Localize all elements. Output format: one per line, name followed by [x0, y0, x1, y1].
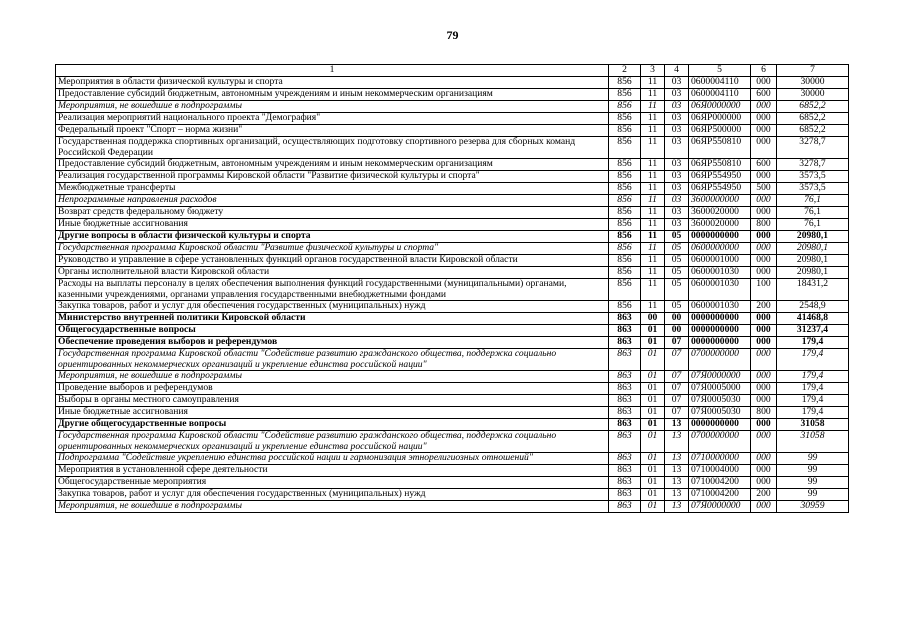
cell-name: Федеральный проект "Спорт – норма жизни": [56, 125, 609, 137]
cell-ved: 863: [609, 313, 641, 325]
cell-sum: 6852,2: [777, 125, 849, 137]
table-row: [56, 301, 849, 313]
cell-vr: 200: [751, 301, 777, 313]
cell-vr: 000: [751, 255, 777, 267]
cell-ved: 856: [609, 219, 641, 231]
header-col-ved: 2: [609, 65, 641, 77]
cell-rz: 11: [641, 171, 665, 183]
cell-pr: 03: [665, 219, 689, 231]
cell-vr: 000: [751, 243, 777, 255]
cell-ved: 863: [609, 371, 641, 383]
cell-ved: 856: [609, 255, 641, 267]
cell-vr: 200: [751, 489, 777, 501]
cell-name: Непрограммные направления расходов: [56, 195, 609, 207]
cell-vr: 000: [751, 137, 777, 159]
cell-rz: 01: [641, 407, 665, 419]
cell-ved: 856: [609, 159, 641, 171]
cell-csr: 06ЯР000000: [689, 113, 751, 125]
table-row: [56, 349, 849, 371]
cell-pr: 13: [665, 465, 689, 477]
table-row: [56, 159, 849, 171]
cell-csr: 0000000000: [689, 313, 751, 325]
cell-rz: 01: [641, 431, 665, 453]
cell-sum: 179,4: [777, 337, 849, 349]
cell-csr: 3600020000: [689, 219, 751, 231]
cell-pr: 03: [665, 183, 689, 195]
cell-csr: 0000000000: [689, 325, 751, 337]
cell-csr: 07Я0000000: [689, 371, 751, 383]
cell-sum: 99: [777, 489, 849, 501]
cell-sum: 3278,7: [777, 159, 849, 171]
cell-csr: 0600004110: [689, 77, 751, 89]
cell-name: Реализация государственной программы Кировской области "Развитие физической культуры и спорта": [56, 171, 609, 183]
table-row: [56, 89, 849, 101]
cell-ved: 856: [609, 125, 641, 137]
cell-name: Мероприятия, не вошедшие в подпрограммы: [56, 501, 609, 513]
cell-ved: 863: [609, 337, 641, 349]
table-row: [56, 279, 849, 301]
cell-csr: 0710004200: [689, 489, 751, 501]
cell-rz: 01: [641, 465, 665, 477]
budget-table: [55, 64, 849, 513]
table-row: [56, 325, 849, 337]
cell-csr: 0600001030: [689, 301, 751, 313]
cell-ved: 863: [609, 477, 641, 489]
cell-rz: 01: [641, 349, 665, 371]
cell-ved: 863: [609, 501, 641, 513]
cell-pr: 03: [665, 113, 689, 125]
cell-rz: 01: [641, 371, 665, 383]
cell-vr: 800: [751, 407, 777, 419]
header-col-pr: 4: [665, 65, 689, 77]
cell-rz: 01: [641, 489, 665, 501]
cell-sum: 41468,8: [777, 313, 849, 325]
cell-ved: 856: [609, 279, 641, 301]
cell-rz: 11: [641, 219, 665, 231]
cell-sum: 76,1: [777, 195, 849, 207]
cell-ved: 863: [609, 465, 641, 477]
cell-rz: 01: [641, 453, 665, 465]
cell-rz: 01: [641, 395, 665, 407]
cell-ved: 863: [609, 489, 641, 501]
cell-rz: 01: [641, 325, 665, 337]
cell-vr: 000: [751, 113, 777, 125]
cell-sum: 179,4: [777, 395, 849, 407]
cell-ved: 856: [609, 195, 641, 207]
cell-pr: 07: [665, 337, 689, 349]
cell-rz: 11: [641, 113, 665, 125]
cell-ved: 856: [609, 207, 641, 219]
cell-ved: 856: [609, 171, 641, 183]
header-col-vr: 6: [751, 65, 777, 77]
header-col-sum: 7: [777, 65, 849, 77]
cell-csr: 0000000000: [689, 337, 751, 349]
cell-csr: 0700000000: [689, 349, 751, 371]
cell-pr: 03: [665, 101, 689, 113]
table-row: [56, 267, 849, 279]
cell-sum: 99: [777, 453, 849, 465]
cell-sum: 179,4: [777, 349, 849, 371]
cell-pr: 07: [665, 383, 689, 395]
cell-pr: 05: [665, 231, 689, 243]
cell-name: Иные бюджетные ассигнования: [56, 219, 609, 231]
table-row: [56, 137, 849, 159]
table-row: [56, 407, 849, 419]
cell-ved: 863: [609, 325, 641, 337]
header-col-name: 1: [56, 65, 609, 77]
cell-csr: 3600020000: [689, 207, 751, 219]
cell-ved: 856: [609, 77, 641, 89]
cell-pr: 03: [665, 207, 689, 219]
cell-ved: 863: [609, 407, 641, 419]
cell-sum: 3278,7: [777, 137, 849, 159]
cell-pr: 07: [665, 371, 689, 383]
cell-name: Государственная программа Кировской области "Содействие развитию гражданского общества, поддержка социально ориентированных некоммерческих организаций и укрепление единства российской нации": [56, 431, 609, 453]
header-col-csr: 5: [689, 65, 751, 77]
cell-sum: 31058: [777, 419, 849, 431]
cell-name: Другие вопросы в области физической культуры и спорта: [56, 231, 609, 243]
table-row: [56, 219, 849, 231]
table-row: [56, 195, 849, 207]
cell-sum: 99: [777, 477, 849, 489]
table-row: [56, 125, 849, 137]
cell-ved: 856: [609, 301, 641, 313]
cell-pr: 00: [665, 325, 689, 337]
cell-csr: 06ЯР554950: [689, 183, 751, 195]
cell-csr: 06ЯР500000: [689, 125, 751, 137]
cell-csr: 07Я0005000: [689, 383, 751, 395]
cell-vr: 800: [751, 219, 777, 231]
cell-name: Руководство и управление в сфере установленных функций органов государственной власти Кировской области: [56, 255, 609, 267]
table-row: [56, 453, 849, 465]
cell-vr: 000: [751, 207, 777, 219]
table-header-row: [56, 65, 849, 77]
table-row: [56, 501, 849, 513]
cell-ved: 856: [609, 243, 641, 255]
cell-rz: 11: [641, 101, 665, 113]
cell-name: Закупка товаров, работ и услуг для обеспечения государственных (муниципальных) нужд: [56, 301, 609, 313]
table-row: [56, 419, 849, 431]
cell-sum: 20980,1: [777, 243, 849, 255]
cell-rz: 11: [641, 159, 665, 171]
cell-name: Межбюджетные трансферты: [56, 183, 609, 195]
cell-name: Обеспечение проведения выборов и референдумов: [56, 337, 609, 349]
cell-name: Предоставление субсидий бюджетным, автономным учреждениям и иным некоммерческим организациям: [56, 159, 609, 171]
table-row: [56, 337, 849, 349]
cell-sum: 3573,5: [777, 183, 849, 195]
cell-vr: 000: [751, 349, 777, 371]
cell-vr: 000: [751, 195, 777, 207]
cell-vr: 600: [751, 89, 777, 101]
cell-ved: 863: [609, 349, 641, 371]
cell-name: Государственная программа Кировской области "Содействие развитию гражданского общества, поддержка социально ориентированных некоммерческих организаций и укрепление единства российской нации": [56, 349, 609, 371]
table-row: [56, 255, 849, 267]
cell-vr: 100: [751, 279, 777, 301]
cell-sum: 3573,5: [777, 171, 849, 183]
cell-csr: 0710004200: [689, 477, 751, 489]
cell-rz: 11: [641, 279, 665, 301]
cell-ved: 863: [609, 453, 641, 465]
table-row: [56, 113, 849, 125]
header-col-rz: 3: [641, 65, 665, 77]
cell-sum: 20980,1: [777, 231, 849, 243]
cell-rz: 11: [641, 195, 665, 207]
cell-csr: 3600000000: [689, 195, 751, 207]
cell-name: Другие общегосударственные вопросы: [56, 419, 609, 431]
cell-name: Общегосударственные мероприятия: [56, 477, 609, 489]
cell-csr: 0600001030: [689, 279, 751, 301]
cell-csr: 0710004000: [689, 465, 751, 477]
cell-ved: 856: [609, 231, 641, 243]
cell-pr: 03: [665, 89, 689, 101]
cell-vr: 000: [751, 101, 777, 113]
cell-pr: 13: [665, 477, 689, 489]
cell-csr: 0710000000: [689, 453, 751, 465]
cell-name: Мероприятия в установленной сфере деятельности: [56, 465, 609, 477]
cell-sum: 30000: [777, 77, 849, 89]
cell-vr: 000: [751, 501, 777, 513]
cell-sum: 179,4: [777, 371, 849, 383]
table-row: [56, 313, 849, 325]
cell-name: Государственная поддержка спортивных организаций, осуществляющих подготовку спортивного резерва для сборных команд Российской Федерации: [56, 137, 609, 159]
cell-ved: 856: [609, 137, 641, 159]
cell-rz: 01: [641, 501, 665, 513]
table-row: [56, 171, 849, 183]
cell-rz: 11: [641, 243, 665, 255]
cell-rz: 11: [641, 207, 665, 219]
cell-name: Возврат средств федеральному бюджету: [56, 207, 609, 219]
cell-csr: 06ЯР550810: [689, 137, 751, 159]
table-row: [56, 101, 849, 113]
cell-rz: 11: [641, 183, 665, 195]
cell-vr: 000: [751, 395, 777, 407]
cell-csr: 06ЯР554950: [689, 171, 751, 183]
cell-sum: 30000: [777, 89, 849, 101]
cell-sum: 18431,2: [777, 279, 849, 301]
cell-rz: 11: [641, 137, 665, 159]
cell-name: Органы исполнительной власти Кировской области: [56, 267, 609, 279]
cell-vr: 500: [751, 183, 777, 195]
cell-csr: 06ЯР550810: [689, 159, 751, 171]
cell-pr: 07: [665, 407, 689, 419]
cell-name: Мероприятия, не вошедшие в подпрограммы: [56, 371, 609, 383]
cell-ved: 856: [609, 113, 641, 125]
cell-vr: 000: [751, 453, 777, 465]
cell-pr: 03: [665, 77, 689, 89]
cell-vr: 600: [751, 159, 777, 171]
cell-ved: 863: [609, 395, 641, 407]
cell-name: Мероприятия, не вошедшие в подпрограммы: [56, 101, 609, 113]
cell-vr: 000: [751, 325, 777, 337]
cell-vr: 000: [751, 77, 777, 89]
cell-ved: 856: [609, 101, 641, 113]
cell-rz: 11: [641, 77, 665, 89]
cell-pr: 03: [665, 171, 689, 183]
cell-csr: 0700000000: [689, 431, 751, 453]
cell-rz: 11: [641, 231, 665, 243]
cell-pr: 05: [665, 255, 689, 267]
table-row: [56, 183, 849, 195]
cell-csr: 0600000000: [689, 243, 751, 255]
cell-vr: 000: [751, 419, 777, 431]
cell-name: Иные бюджетные ассигнования: [56, 407, 609, 419]
cell-csr: 0600001000: [689, 255, 751, 267]
table-row: [56, 431, 849, 453]
cell-pr: 13: [665, 419, 689, 431]
cell-sum: 76,1: [777, 219, 849, 231]
cell-pr: 05: [665, 301, 689, 313]
cell-ved: 856: [609, 89, 641, 101]
cell-ved: 856: [609, 267, 641, 279]
table-row: [56, 207, 849, 219]
cell-rz: 01: [641, 477, 665, 489]
cell-name: Общегосударственные вопросы: [56, 325, 609, 337]
cell-sum: 179,4: [777, 407, 849, 419]
cell-csr: 0600004110: [689, 89, 751, 101]
table-row: [56, 395, 849, 407]
table-row: [56, 231, 849, 243]
cell-sum: 20980,1: [777, 267, 849, 279]
cell-vr: 000: [751, 431, 777, 453]
cell-name: Министерство внутренней политики Кировской области: [56, 313, 609, 325]
cell-csr: 07Я0005030: [689, 395, 751, 407]
cell-name: Закупка товаров, работ и услуг для обеспечения государственных (муниципальных) нужд: [56, 489, 609, 501]
cell-name: Мероприятия в области физической культуры и спорта: [56, 77, 609, 89]
cell-pr: 13: [665, 453, 689, 465]
cell-vr: 000: [751, 267, 777, 279]
cell-vr: 000: [751, 465, 777, 477]
cell-vr: 000: [751, 171, 777, 183]
cell-csr: 0000000000: [689, 419, 751, 431]
cell-sum: 6852,2: [777, 113, 849, 125]
cell-pr: 07: [665, 395, 689, 407]
cell-pr: 13: [665, 431, 689, 453]
table-row: [56, 489, 849, 501]
cell-pr: 13: [665, 501, 689, 513]
page-number: 79: [446, 28, 459, 42]
table-row: [56, 371, 849, 383]
cell-ved: 863: [609, 431, 641, 453]
table-row: [56, 477, 849, 489]
cell-sum: 2548,9: [777, 301, 849, 313]
cell-csr: 07Я0005030: [689, 407, 751, 419]
cell-sum: 31058: [777, 431, 849, 453]
cell-name: Выборы в органы местного самоуправления: [56, 395, 609, 407]
cell-rz: 11: [641, 89, 665, 101]
cell-pr: 05: [665, 279, 689, 301]
cell-name: Государственная программа Кировской области "Развитие физической культуры и спорта": [56, 243, 609, 255]
cell-vr: 000: [751, 371, 777, 383]
cell-rz: 00: [641, 313, 665, 325]
table-body: [56, 77, 849, 513]
table-row: [56, 465, 849, 477]
cell-vr: 000: [751, 125, 777, 137]
cell-name: Реализация мероприятий национального проекта "Демография": [56, 113, 609, 125]
cell-name: Проведение выборов и референдумов: [56, 383, 609, 395]
cell-rz: 11: [641, 267, 665, 279]
cell-ved: 863: [609, 419, 641, 431]
cell-sum: 179,4: [777, 383, 849, 395]
table-row: [56, 77, 849, 89]
cell-csr: 0600001030: [689, 267, 751, 279]
cell-sum: 76,1: [777, 207, 849, 219]
cell-pr: 03: [665, 125, 689, 137]
cell-sum: 99: [777, 465, 849, 477]
cell-pr: 05: [665, 243, 689, 255]
cell-vr: 000: [751, 337, 777, 349]
cell-rz: 01: [641, 383, 665, 395]
cell-csr: 0000000000: [689, 231, 751, 243]
cell-pr: 13: [665, 489, 689, 501]
cell-rz: 11: [641, 255, 665, 267]
cell-ved: 856: [609, 183, 641, 195]
cell-vr: 000: [751, 383, 777, 395]
cell-csr: 06Я0000000: [689, 101, 751, 113]
table-row: [56, 383, 849, 395]
cell-name: Предоставление субсидий бюджетным, автономным учреждениям и иным некоммерческим организациям: [56, 89, 609, 101]
cell-name: Подпрограмма "Содействие укреплению единства российской нации и гармонизация этнорелигиозных отношений": [56, 453, 609, 465]
cell-rz: 01: [641, 337, 665, 349]
cell-csr: 07Я0000000: [689, 501, 751, 513]
cell-sum: 31237,4: [777, 325, 849, 337]
cell-pr: 05: [665, 267, 689, 279]
cell-sum: 20980,1: [777, 255, 849, 267]
cell-pr: 07: [665, 349, 689, 371]
table-row: [56, 243, 849, 255]
cell-pr: 00: [665, 313, 689, 325]
cell-name: Расходы на выплаты персоналу в целях обеспечения выполнения функций государственными (муниципальными) органами, казенными учреждениями, органами управления государственными внебюджетными фондами: [56, 279, 609, 301]
cell-pr: 03: [665, 137, 689, 159]
cell-sum: 30959: [777, 501, 849, 513]
cell-vr: 000: [751, 313, 777, 325]
cell-ved: 863: [609, 383, 641, 395]
cell-vr: 000: [751, 477, 777, 489]
cell-rz: 11: [641, 125, 665, 137]
cell-rz: 11: [641, 301, 665, 313]
cell-pr: 03: [665, 159, 689, 171]
cell-rz: 01: [641, 419, 665, 431]
cell-pr: 03: [665, 195, 689, 207]
cell-sum: 6852,2: [777, 101, 849, 113]
cell-vr: 000: [751, 231, 777, 243]
